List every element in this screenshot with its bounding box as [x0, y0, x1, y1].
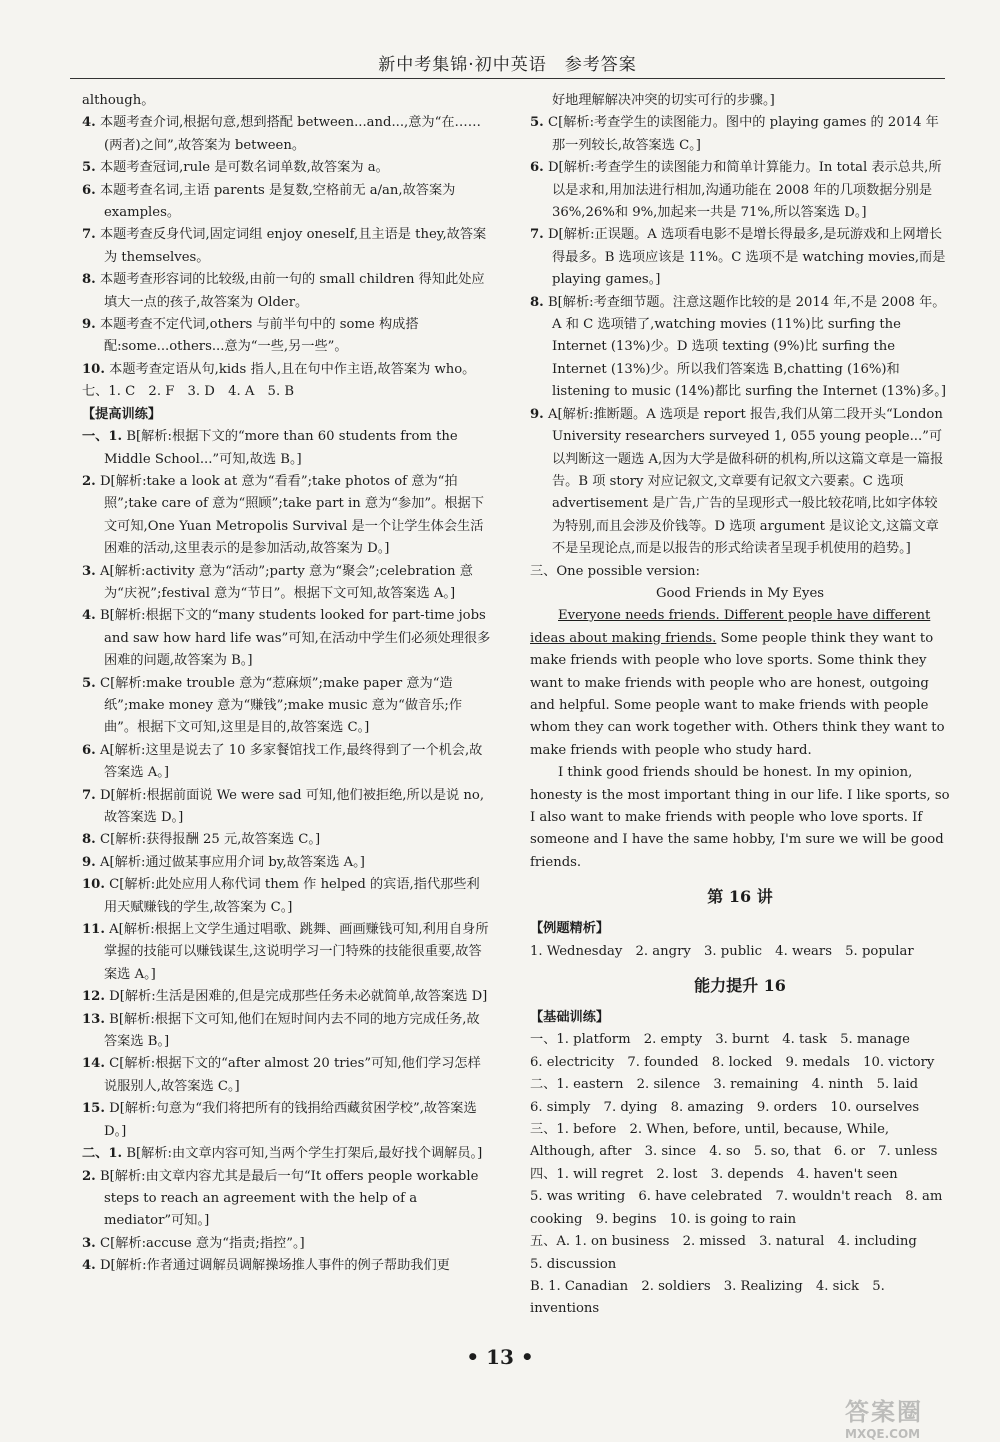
answer-text: B[解析:由文章内容可知,当两个学生打架后,最好找个调解员。]	[122, 1146, 483, 1162]
answer-number: 8.	[82, 272, 96, 288]
section-label: 【例题精析】	[530, 921, 610, 937]
answer-text: 本题考查名词,主语 parents 是复数,空格前无 a/an,故答案为 examples。	[95, 182, 456, 221]
answer-item	[82, 180, 492, 225]
answer-text: A[解析:推断题。A 选项是 report 报告,我们从第二段开头“London University researchers surveyed 1, 055 young people...”可以判断这一题选 A,因为大学是做科研的机构,所以这篇文章是一篇报告。B 项 story 对应记叙文,文章要有记叙文六要素。C 选项 advertisement 是广告,广告的呈现形式一般比较花哨,比如字体较为特别,而且会涉及价钱等。D 选项 argument 是议论文,这篇文章不是呈现论点,而是以报告的形式给读者呈现手机使用的趋势。]	[543, 406, 944, 557]
answer-text: D[解析:句意为“我们将把所有的钱捐给西藏贫困学校”,故答案选 D。]	[104, 1101, 477, 1139]
answer-item	[82, 1255, 492, 1277]
answer-text: C[解析:accuse 意为“指责;指控”。]	[95, 1235, 305, 1251]
answer-item	[82, 605, 492, 672]
answer-line: 6. electricity 7. founded 8. locked 9. medals 10. victory	[530, 1054, 935, 1070]
answer-text: C[解析:此处应用人称代词 them 作 helped 的宾语,指代那些利用天赋赚钱的学生,故答案为 C。]	[104, 877, 480, 915]
answer-item	[82, 852, 492, 874]
answer-text: D[解析:生活是困难的,但是完成那些任务未必就简单,故答案选 D]	[104, 989, 488, 1005]
answer-number: 9.	[82, 317, 96, 333]
answer-line: 6. simply 7. dying 8. amazing 9. orders 10. ourselves	[530, 1099, 920, 1115]
answer-number: 2.	[82, 473, 96, 489]
answer-line: 五、A. 1. on business 2. missed 3. natural 4. including	[530, 1234, 917, 1250]
answer-number: 4.	[82, 1258, 96, 1274]
answer-number: 12.	[82, 989, 105, 1005]
answer-item	[82, 426, 492, 471]
answer-text: C[解析:考查学生的读图能力。图中的 playing games 的 2014 年那一列较长,故答案选 C。]	[543, 115, 939, 153]
answer-text: B[解析:根据下文的“many students looked for part-time jobs and saw how hard life was”可知,在活动中学生们必须处理很多困难的问题,故答案为 B。]	[95, 608, 491, 669]
answer-number: 13.	[82, 1011, 105, 1027]
answer-text: D[解析:根据前面说 We were sad 可知,他们被拒绝,所以是说 no,故答案选 D。]	[95, 787, 485, 825]
answer-line: although。	[82, 93, 155, 108]
answer-number: 7.	[82, 787, 96, 803]
answer-item	[82, 269, 492, 314]
answer-text: A[解析:activity 意为“活动”;party 意为“聚会”;celebration 意为“庆祝”;festival 意为“节日”。根据下文可知,故答案选 A。]	[95, 563, 473, 601]
page-header: 新中考集锦·初中英语 参考答案	[378, 55, 637, 75]
continued-text: 好地理解解决冲突的切实可行的步骤。]	[552, 93, 775, 108]
essay-text: Some people think they want to make friends with people who love sports. Some think they want to make friends with people who are honest, outgoing and helpful. Some people want to make friends with people whom they can work together with. Others think they want to make friends with people who study hard.	[530, 630, 945, 758]
answer-item	[530, 112, 950, 157]
right-column	[530, 90, 950, 1321]
answer-item	[530, 157, 950, 224]
answer-line: 1. Wednesday 2. angry 3. public 4. wears 5. popular	[530, 943, 914, 959]
answer-item	[82, 919, 492, 986]
answer-text: C[解析:获得报酬 25 元,故答案选 C。]	[95, 832, 321, 848]
answer-line: 四、1. will regret 2. lost 3. depends 4. haven't seen	[530, 1166, 898, 1182]
answer-item	[82, 829, 492, 851]
essay-paragraph	[530, 605, 950, 762]
answer-item	[82, 1166, 492, 1233]
answer-line: 三、1. before 2. When, before, until, because, While, Although, after 3. since 4. so 5. so, that 6. or 7. unless	[530, 1122, 938, 1160]
answer-text: B[解析:由文章内容尤其是最后一句“It offers people workable steps to reach an agreement with the help of a mediator”可知。]	[95, 1168, 479, 1229]
left-column	[82, 90, 492, 1278]
answer-line: B. 1. Canadian 2. soldiers 3. Realizing 4. sick 5. inventions	[530, 1278, 885, 1317]
answer-item	[82, 740, 492, 785]
answer-number: 15.	[82, 1101, 105, 1117]
answer-text: B[解析:根据下文的“more than 60 students from the Middle School...”可知,故选 B。]	[104, 429, 458, 467]
answer-text: 本题考查介词,根据句意,想到搭配 between...and...,意为“在……(两者)之间”,故答案为 between。	[95, 115, 481, 153]
answer-number: 6.	[82, 182, 96, 198]
answer-item	[530, 404, 950, 561]
answer-line: 二、1. eastern 2. silence 3. remaining 4. ninth 5. laid	[530, 1077, 919, 1093]
answer-number: 二、1.	[82, 1146, 123, 1162]
answer-item	[82, 224, 492, 269]
answer-number: 8.	[530, 294, 544, 310]
essay-paragraph	[530, 762, 950, 874]
answer-number: 10.	[82, 877, 105, 893]
answer-number: 11.	[82, 922, 105, 938]
answer-text: D[解析:take a look at 意为“看看”;take photos of 意为“拍照”;take care of 意为“照顾”;take part in 意为“参加”。根据下文可知,One Yuan Metropolis Survival 是一个让学生体会生活困难的活动,这里表示的是参加活动,故答案为 D。]	[95, 473, 484, 557]
answer-item	[82, 1098, 492, 1143]
lesson-title: 第 16 讲	[707, 887, 773, 907]
lesson-title: 能力提升 16	[694, 976, 786, 996]
answer-line: 5. discussion	[530, 1256, 617, 1272]
answer-text: 本题考查反身代词,固定词组 enjoy oneself,且主语是 they,故答案为 themselves。	[95, 227, 487, 265]
answer-text: A[解析:这里是说去了 10 多家餐馆找工作,最终得到了一个机会,故答案选 A。]	[95, 742, 483, 781]
answer-item	[82, 986, 492, 1008]
answer-number: 6.	[82, 742, 96, 758]
answer-number: 3.	[82, 563, 96, 579]
answer-item	[530, 224, 950, 291]
answer-text: 本题考查形容词的比较级,由前一句的 small children 得知此处应填大一点的孩子,故答案为 Older。	[95, 272, 485, 310]
answer-item	[82, 471, 492, 561]
header-divider	[70, 78, 945, 79]
answer-text: B[解析:考查细节题。注意这题作比较的是 2014 年,不是 2008 年。A 和 C 选项错了,watching movies (11%)比 surfing the Internet (13%)少。D 选项 texting (9%)比 surfing the Internet (13%)少。所以我们答案选 B,chatting (16%)和 listening to music (14%)都比 surfing the Internet (13%)多。]	[543, 294, 947, 400]
watermark-logo: 答案圈 MXQE.COM	[845, 1398, 923, 1441]
answer-number: 14.	[82, 1056, 105, 1072]
answer-item	[82, 1009, 492, 1054]
answer-number: 4.	[82, 115, 96, 131]
section-label: 【基础训练】	[530, 1010, 610, 1026]
underlined-sentence: Everyone needs friends. Different people have different ideas about making friends.	[530, 608, 931, 646]
answer-text: 本题考查定语从句,kids 指人,且在句中作主语,故答案为 who。	[104, 361, 476, 377]
page-number: • 13 •	[466, 1345, 534, 1369]
answer-number: 7.	[82, 227, 96, 243]
answer-line: 七、1. C 2. F 3. D 4. A 5. B	[82, 384, 295, 400]
answer-number: 一、1.	[82, 429, 123, 445]
answer-item	[82, 1233, 492, 1255]
answer-item	[82, 314, 492, 359]
answer-item	[82, 157, 492, 179]
essay-text: I think good friends should be honest. In my opinion, honesty is the most important thing in our life. I like sports, so I also want to make friends with people who love sports. If someone and I have the same hobby, I'm sure we will be good friends.	[530, 765, 950, 870]
answer-text: 本题考查冠词,rule 是可数名词单数,故答案为 a。	[95, 160, 389, 176]
answer-text: D[解析:作者通过调解员调解操场推人事件的例子帮助我们更	[95, 1258, 450, 1274]
answer-text: A[解析:根据上文学生通过唱歌、跳舞、画画赚钱可知,利用自身所掌握的技能可以赚钱谋生,这说明学习一门特殊的技能很重要,故答案选 A。]	[104, 922, 489, 982]
answer-item	[82, 561, 492, 606]
answer-text: A[解析:通过做某事应用介词 by,故答案选 A。]	[95, 854, 365, 870]
answer-number: 2.	[82, 1168, 96, 1184]
answer-item	[82, 673, 492, 740]
answer-number: 5.	[82, 675, 96, 691]
answer-item	[82, 785, 492, 830]
answer-number: 5.	[82, 160, 96, 176]
answer-number: 9.	[530, 406, 544, 422]
answer-number: 6.	[530, 160, 544, 176]
answer-text: 本题考查不定代词,others 与前半句中的 some 构成搭配:some...others...意为“一些,另一些”。	[95, 317, 419, 355]
answer-item	[82, 874, 492, 919]
answer-line: 5. was writing 6. have celebrated 7. wouldn't reach 8. am cooking 9. begins 10. is going to rain	[530, 1189, 943, 1227]
answer-item	[82, 112, 492, 157]
answer-text: C[解析:make trouble 意为“惹麻烦”;make paper 意为“造纸”;make money 意为“赚钱”;make music 意为“做音乐;作曲”。根据下文可知,这里是目的,故答案选 C。]	[95, 675, 463, 736]
answer-text: C[解析:根据下文的“after almost 20 tries”可知,他们学习怎样说服别人,故答案选 C。]	[104, 1056, 481, 1094]
answer-number: 5.	[530, 115, 544, 131]
answer-line: 一、1. platform 2. empty 3. burnt 4. task 5. manage	[530, 1032, 910, 1048]
answer-item	[82, 359, 492, 381]
answer-number: 3.	[82, 1235, 96, 1251]
answer-number: 4.	[82, 608, 96, 624]
answer-text: D[解析:考查学生的读图能力和简单计算能力。In total 表示总共,所以是求和,用加法进行相加,沟通功能在 2008 年的几项数据分别是 36%,26%和 9%,加起来一共是 71%,所以答案选 D。]	[543, 160, 942, 221]
answer-line: 三、One possible version:	[530, 563, 700, 579]
answer-item	[82, 1053, 492, 1098]
answer-number: 7.	[530, 227, 544, 243]
answer-item	[82, 1143, 492, 1165]
answer-item	[530, 292, 950, 404]
answer-number: 9.	[82, 854, 96, 870]
answer-text: B[解析:根据下文可知,他们在短时间内去不同的地方完成任务,故答案选 B。]	[104, 1011, 480, 1050]
essay-title: Good Friends in My Eyes	[655, 585, 825, 601]
answer-number: 10.	[82, 361, 105, 377]
answer-number: 8.	[82, 832, 96, 848]
section-label: 【提高训练】	[82, 406, 162, 422]
answer-text: D[解析:正误题。A 选项看电影不是增长得最多,是玩游戏和上网增长得最多。B 选项应该是 11%。C 选项不是 watching movies,而是 playing games。]	[543, 227, 946, 288]
